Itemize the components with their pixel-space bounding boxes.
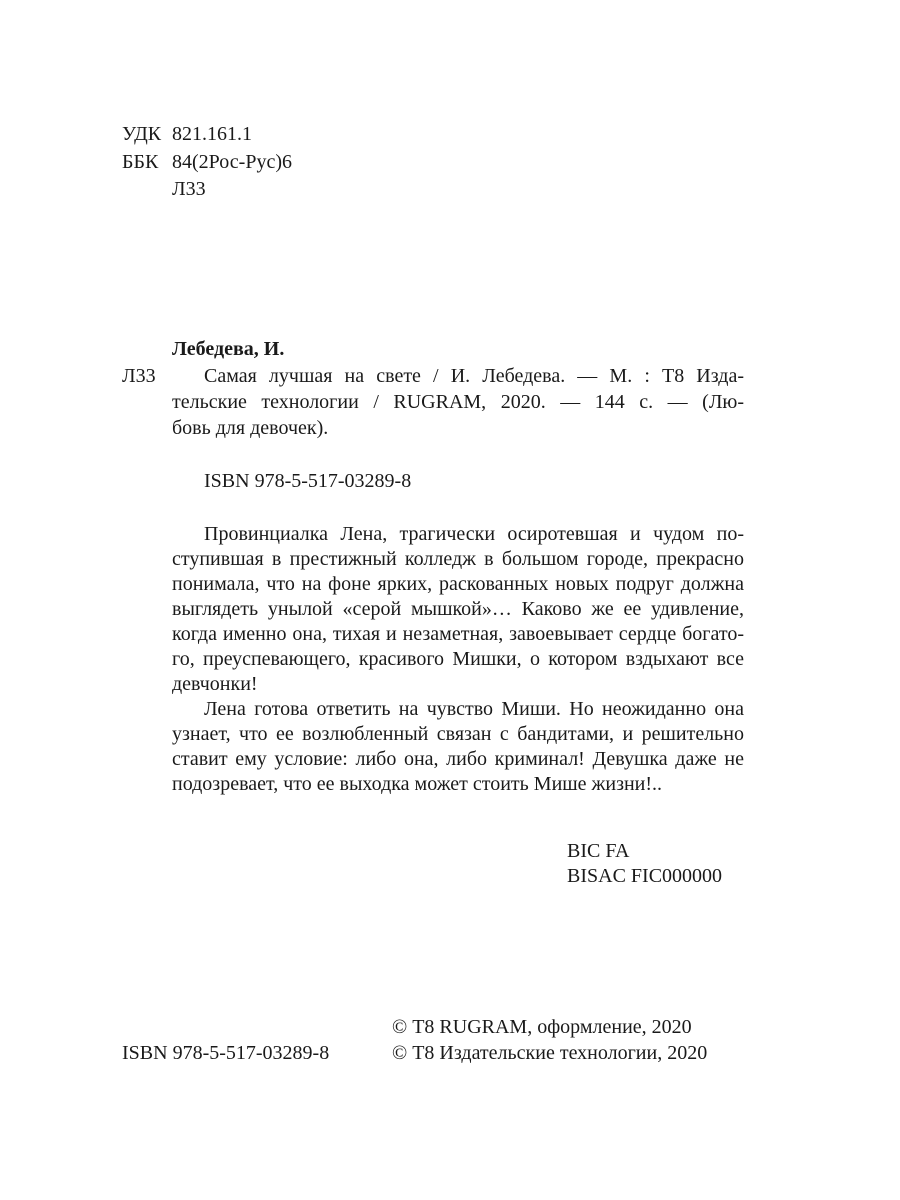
bbk-label: ББК xyxy=(122,151,159,173)
author-heading: Лебедева, И. xyxy=(172,338,285,360)
annotation-line: понимала, что на фоне ярких, раскованных новых подруг должна xyxy=(172,573,744,595)
margin-author-mark: Л33 xyxy=(122,365,156,387)
copyright-publisher: © Т8 Издательские технологии, 2020 xyxy=(392,1042,708,1064)
bibliography-line-2: тельские технологии / RUGRAM, 2020. — 144 с. — (Лю- xyxy=(172,391,744,413)
isbn-record: ISBN 978-5-517-03289-8 xyxy=(204,470,412,492)
annotation-line: узнает, что ее возлюбленный связан с бандитами, и решительно xyxy=(172,723,744,745)
udk-line xyxy=(122,122,252,147)
bic-code: BIC FA xyxy=(567,840,630,862)
udk-label: УДК xyxy=(122,123,162,145)
bibliography-line-1: Самая лучшая на свете / И. Лебедева. — М. : Т8 Изда- xyxy=(204,365,744,387)
annotation-line: когда именно она, тихая и незаметная, завоевывает сердце богато- xyxy=(172,623,744,645)
annotation-line: подозревает, что ее выходка может стоить Мише жизни!.. xyxy=(172,773,663,795)
annotation-line: выглядеть унылой «серой мышкой»… Каково же ее удивление, xyxy=(172,598,744,620)
annotation-line: го, преуспевающего, красивого Мишки, о котором вздыхают все xyxy=(172,648,744,670)
udk-value: 821.161.1 xyxy=(172,123,252,145)
bbk-line xyxy=(122,150,292,175)
annotation-line: девчонки! xyxy=(172,673,258,695)
bbk-value: 84(2Рос-Рус)6 xyxy=(172,151,292,173)
annotation-line: ставит ему условие: либо она, либо криминал! Девушка даже не xyxy=(172,748,744,770)
bisac-code: BISAC FIC000000 xyxy=(567,865,723,887)
annotation-line: Провинциалка Лена, трагически осиротевшая и чудом по- xyxy=(204,523,744,545)
annotation-line: Лена готова ответить на чувство Миши. Но неожиданно она xyxy=(204,698,744,720)
bibliography-line-3: бовь для девочек). xyxy=(172,417,329,439)
footer-isbn: ISBN 978-5-517-03289-8 xyxy=(122,1042,330,1064)
copyright-design: © Т8 RUGRAM, оформление, 2020 xyxy=(392,1016,692,1038)
annotation-line: ступившая в престижный колледж в большом городе, прекрасно xyxy=(172,548,744,570)
author-mark: Л33 xyxy=(172,178,206,200)
